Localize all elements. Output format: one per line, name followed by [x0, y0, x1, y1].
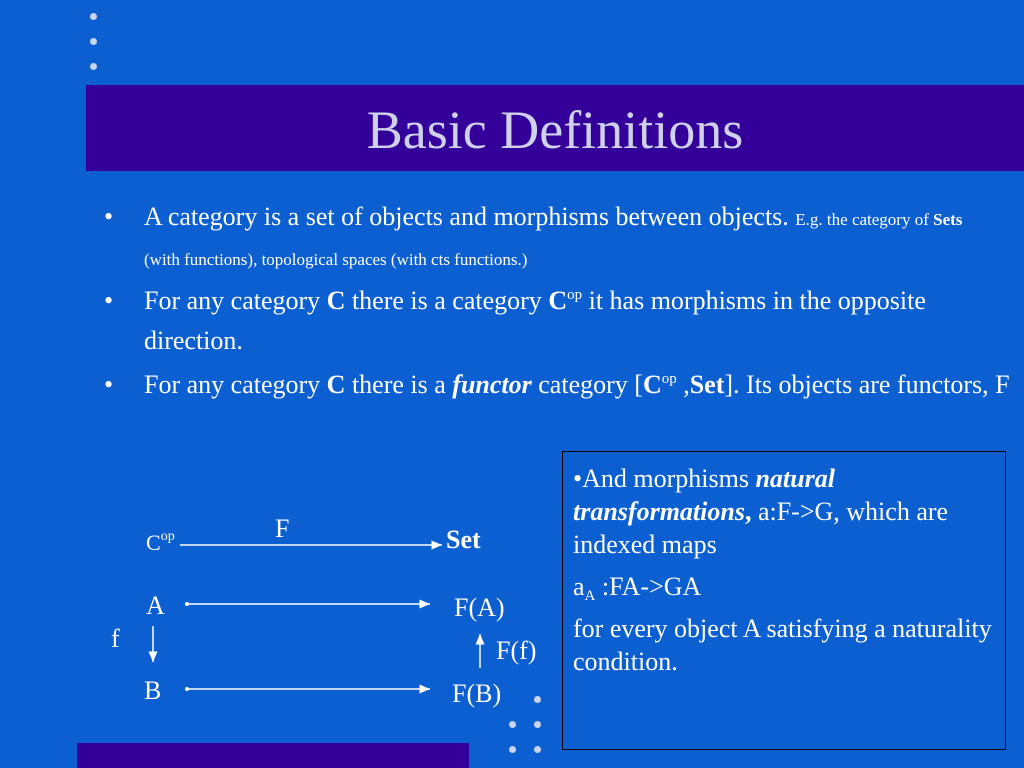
- bullet-text: it has morphisms in the opposite direction.: [144, 286, 926, 355]
- bullet-marker: •: [104, 286, 114, 315]
- box-paragraph: [573, 570, 995, 603]
- bullet-text: there is a category: [345, 286, 549, 315]
- natural-transformation-box: [562, 451, 1006, 750]
- box-text: a: [573, 572, 585, 601]
- bullet-bold: C: [326, 370, 346, 399]
- slide-title: Basic Definitions: [366, 100, 744, 160]
- bullet-bold: C: [548, 286, 568, 315]
- box-paragraph: for every object A satisfying a naturality condition.: [573, 614, 992, 676]
- diagram-morphism-ff: F(f): [496, 636, 537, 665]
- box-paragraph: [573, 462, 995, 561]
- diagram-fb: F(B): [452, 679, 502, 708]
- bullet-text: For any category: [144, 286, 327, 315]
- superscript: op: [661, 371, 677, 387]
- diagram-functor-label: F: [275, 514, 290, 543]
- superscript: op: [567, 287, 583, 303]
- bullet-bold: Set: [689, 370, 725, 399]
- diagram-object-b: B: [144, 676, 162, 705]
- bullet-text: ,: [676, 370, 690, 399]
- bullet-marker: •: [104, 370, 114, 399]
- note-text: E.g. the category of: [795, 210, 934, 229]
- box-text: :FA->GA: [595, 572, 702, 601]
- bullet-text: ]. Its objects are functors, F: [724, 370, 1010, 399]
- diagram-set-label: Set: [446, 525, 481, 554]
- box-comma: ,: [744, 497, 752, 526]
- box-emphasis: natural transformations: [573, 464, 835, 526]
- bullet-bold: C: [326, 286, 346, 315]
- diagram-morphism-f: f: [111, 624, 120, 653]
- bullet-text: there is a: [345, 370, 453, 399]
- box-text: •And morphisms: [573, 464, 756, 493]
- bullet-text: category [: [531, 370, 643, 399]
- bullet-marker: •: [104, 202, 114, 231]
- diagram-object-a: A: [146, 591, 165, 620]
- bullet-text: For any category: [144, 370, 327, 399]
- bullet-bold: C: [642, 370, 662, 399]
- cop-sup: op: [160, 529, 175, 544]
- diagram-fa: F(A): [454, 593, 505, 622]
- subscript: A: [584, 588, 596, 604]
- cop-base: C: [146, 530, 161, 555]
- box-text: a:F->G, which are indexed maps: [573, 497, 949, 559]
- bullet-emphasis: functor: [452, 370, 532, 399]
- note-bold: Sets: [933, 210, 963, 229]
- bullet-text: A category is a set of objects and morphisms between objects.: [144, 202, 796, 231]
- note-text: (with functions), topological spaces (with cts functions.): [144, 250, 528, 269]
